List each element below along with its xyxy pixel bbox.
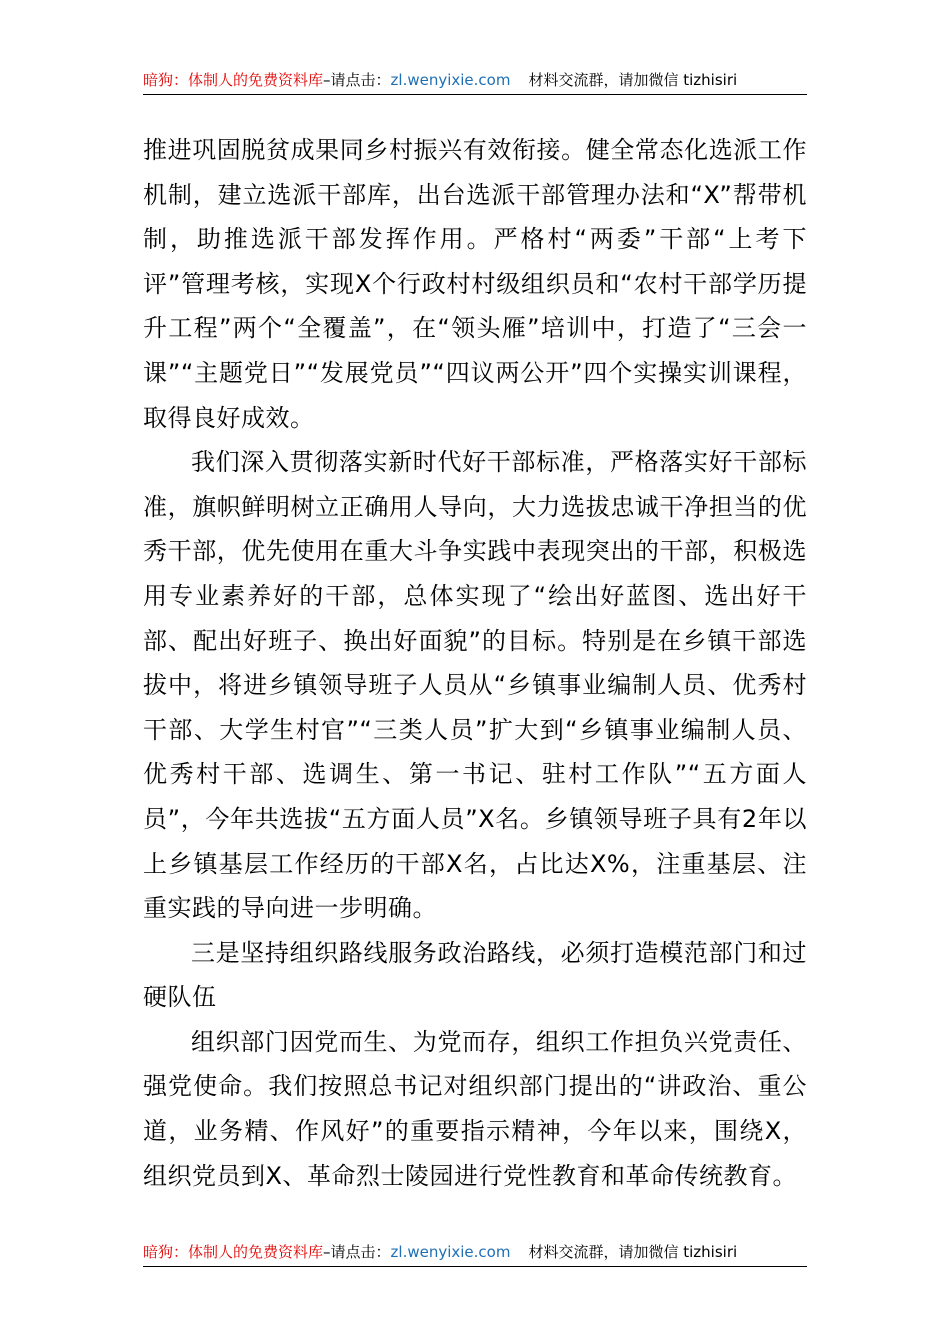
header-brand: 暗狗：体制人的免费资料库 <box>143 71 324 89</box>
document-body <box>143 128 807 1198</box>
footer-url-link[interactable]: zl.wenyixie.com <box>390 1243 511 1261</box>
header-url-link[interactable]: zl.wenyixie.com <box>390 71 511 89</box>
header-dash: – <box>323 71 331 89</box>
footer-group-note: 材料交流群，请加微信 tizhisiri <box>528 1243 738 1261</box>
header-banner <box>143 66 807 95</box>
paragraph-cadre-selection: 我们深入贯彻落实新时代好干部标准，严格落实好干部标准，旗帜鲜明树立正确用人导向，大力选拔忠诚干净担当的优秀干部，优先使用在重大斗争实践中表现突出的干部，积极选用专业素养好的干部，总体实现了“绘出好蓝图、选出好干部、配出好班子、换出好面貌”的目标。特别是在乡镇干部选拔中，将进乡镇领导班子人员从“乡镇事业编制人员、优秀村干部、大学生村官”“三类人员”扩大到“乡镇事业编制人员、优秀村干部、选调生、第一书记、驻村工作队”“五方面人员”，今年共选拔“五方面人员”X名。乡镇领导班子具有2年以上乡镇基层工作经历的干部X名，占比达X%，注重基层、注重实践的导向进一步明确。 <box>143 448 807 923</box>
footer-dash: – <box>323 1243 331 1261</box>
header-group-note: 材料交流群，请加微信 tizhisiri <box>528 71 738 89</box>
section-heading-three: 三是坚持组织路线服务政治路线，必须打造模范部门和过硬队伍 <box>143 938 807 1012</box>
footer-click-prompt: 请点击： <box>330 1243 391 1261</box>
paragraph-continuation: 推进巩固脱贫成果同乡村振兴有效衔接。健全常态化选派工作机制，建立选派干部库，出台选派干部管理办法和“X”帮带机制，助推选派干部发挥作用。严格村“两委”干部“上考下评”管理考核，实现X个行政村村级组织员和“农村干部学历提升工程”两个“全覆盖”，在“领头雁”培训中，打造了“三会一课”“主题党日”“发展党员”“四议两公开”四个实操实训课程，取得良好成效。 <box>143 136 807 432</box>
header-click-prompt: 请点击： <box>330 71 391 89</box>
footer-brand: 暗狗：体制人的免费资料库 <box>143 1243 324 1261</box>
footer-banner <box>143 1238 807 1267</box>
paragraph-organization-department: 组织部门因党而生、为党而存，组织工作担负兴党责任、强党使命。我们按照总书记对组织部门提出的“讲政治、重公道，业务精、作风好”的重要指示精神，今年以来，围绕X，组织党员到X、革命烈士陵园进行党性教育和革命传统教育。 <box>143 1027 807 1190</box>
